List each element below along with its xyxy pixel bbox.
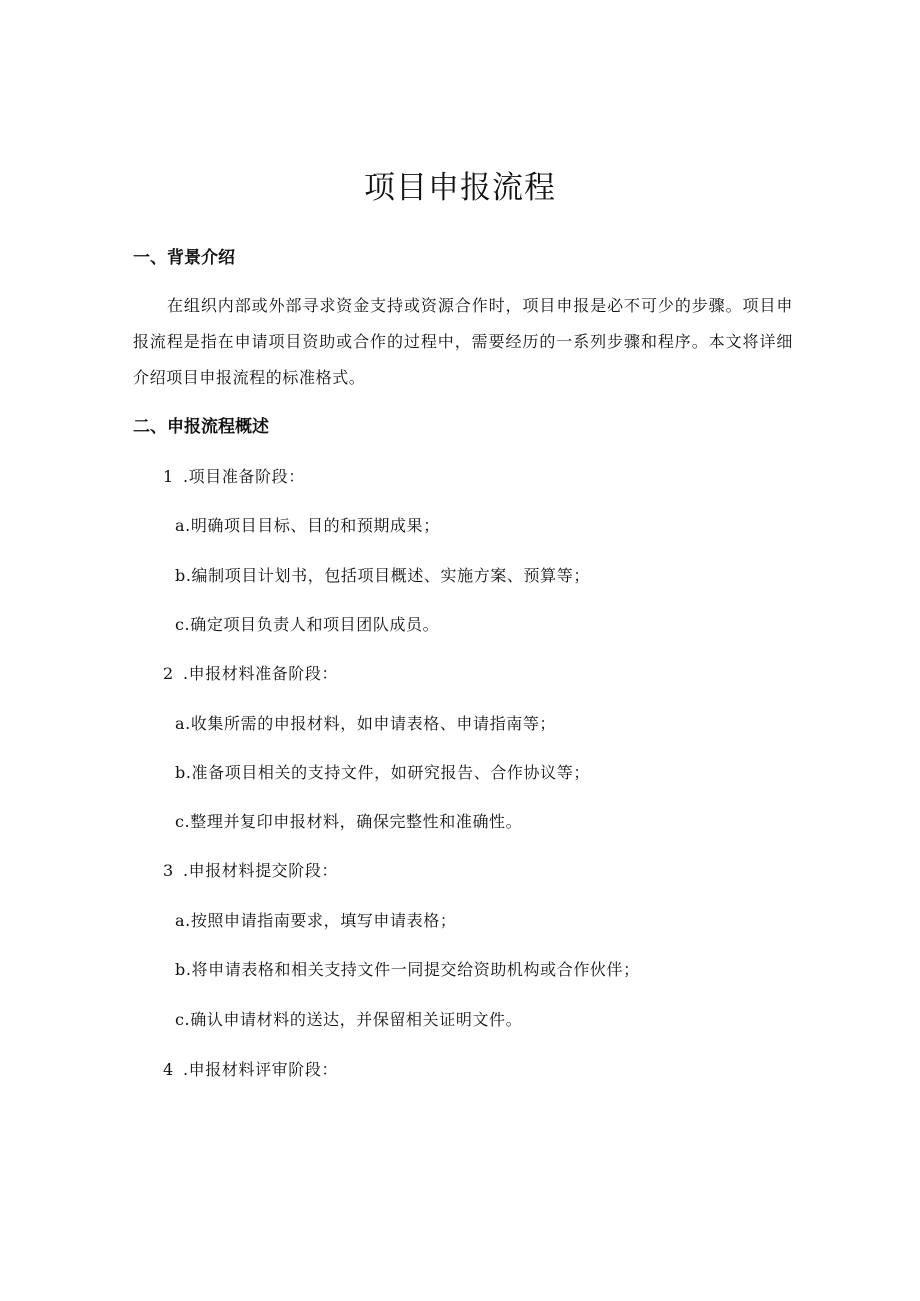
step-label: .项目准备阶段： <box>183 467 305 486</box>
background-paragraph: 在组织内部或外部寻求资金支持或资源合作时，项目申报是必不可少的步骤。项目申报流程是指在申请项目资助或合作的过程中，需要经历的一系列步骤和程序。本文将详细介绍项目申报流程的标准格式。 <box>133 296 793 387</box>
step-3 <box>163 859 338 883</box>
step-number: 2 <box>163 664 174 683</box>
step-number: 4 <box>163 1060 174 1079</box>
step-4 <box>163 1058 338 1082</box>
step-1 <box>163 465 305 489</box>
list-item: c.整理并复印申报材料，确保完整性和准确性。 <box>175 812 523 831</box>
step-label: .申报材料提交阶段： <box>183 861 339 880</box>
list-item: a.明确项目目标、目的和预期成果； <box>175 516 440 535</box>
list-item: c.确认申请材料的送达，并保留相关证明文件。 <box>175 1010 523 1029</box>
step-number: 1 <box>163 467 174 486</box>
step-label: .申报材料准备阶段： <box>183 664 339 683</box>
list-item: a.收集所需的申报材料，如申请表格、申请指南等； <box>175 714 557 733</box>
step-label: .申报材料评审阶段： <box>183 1060 339 1079</box>
section-heading-overview: 二、申报流程概述 <box>133 417 269 437</box>
step-2 <box>163 662 338 686</box>
step-number: 3 <box>163 861 174 880</box>
page-title: 项目申报流程 <box>364 170 556 206</box>
list-item: c.确定项目负责人和项目团队成员。 <box>175 615 440 634</box>
list-item: a.按照申请指南要求，填写申请表格； <box>175 911 457 930</box>
list-item: b.编制项目计划书，包括项目概述、实施方案、预算等； <box>175 566 590 585</box>
list-item: b.将申请表格和相关支持文件一同提交给资助机构或合作伙伴； <box>175 960 640 979</box>
list-item: b.准备项目相关的支持文件，如研究报告、合作协议等； <box>175 763 590 782</box>
section-heading-background: 一、背景介绍 <box>133 248 235 268</box>
